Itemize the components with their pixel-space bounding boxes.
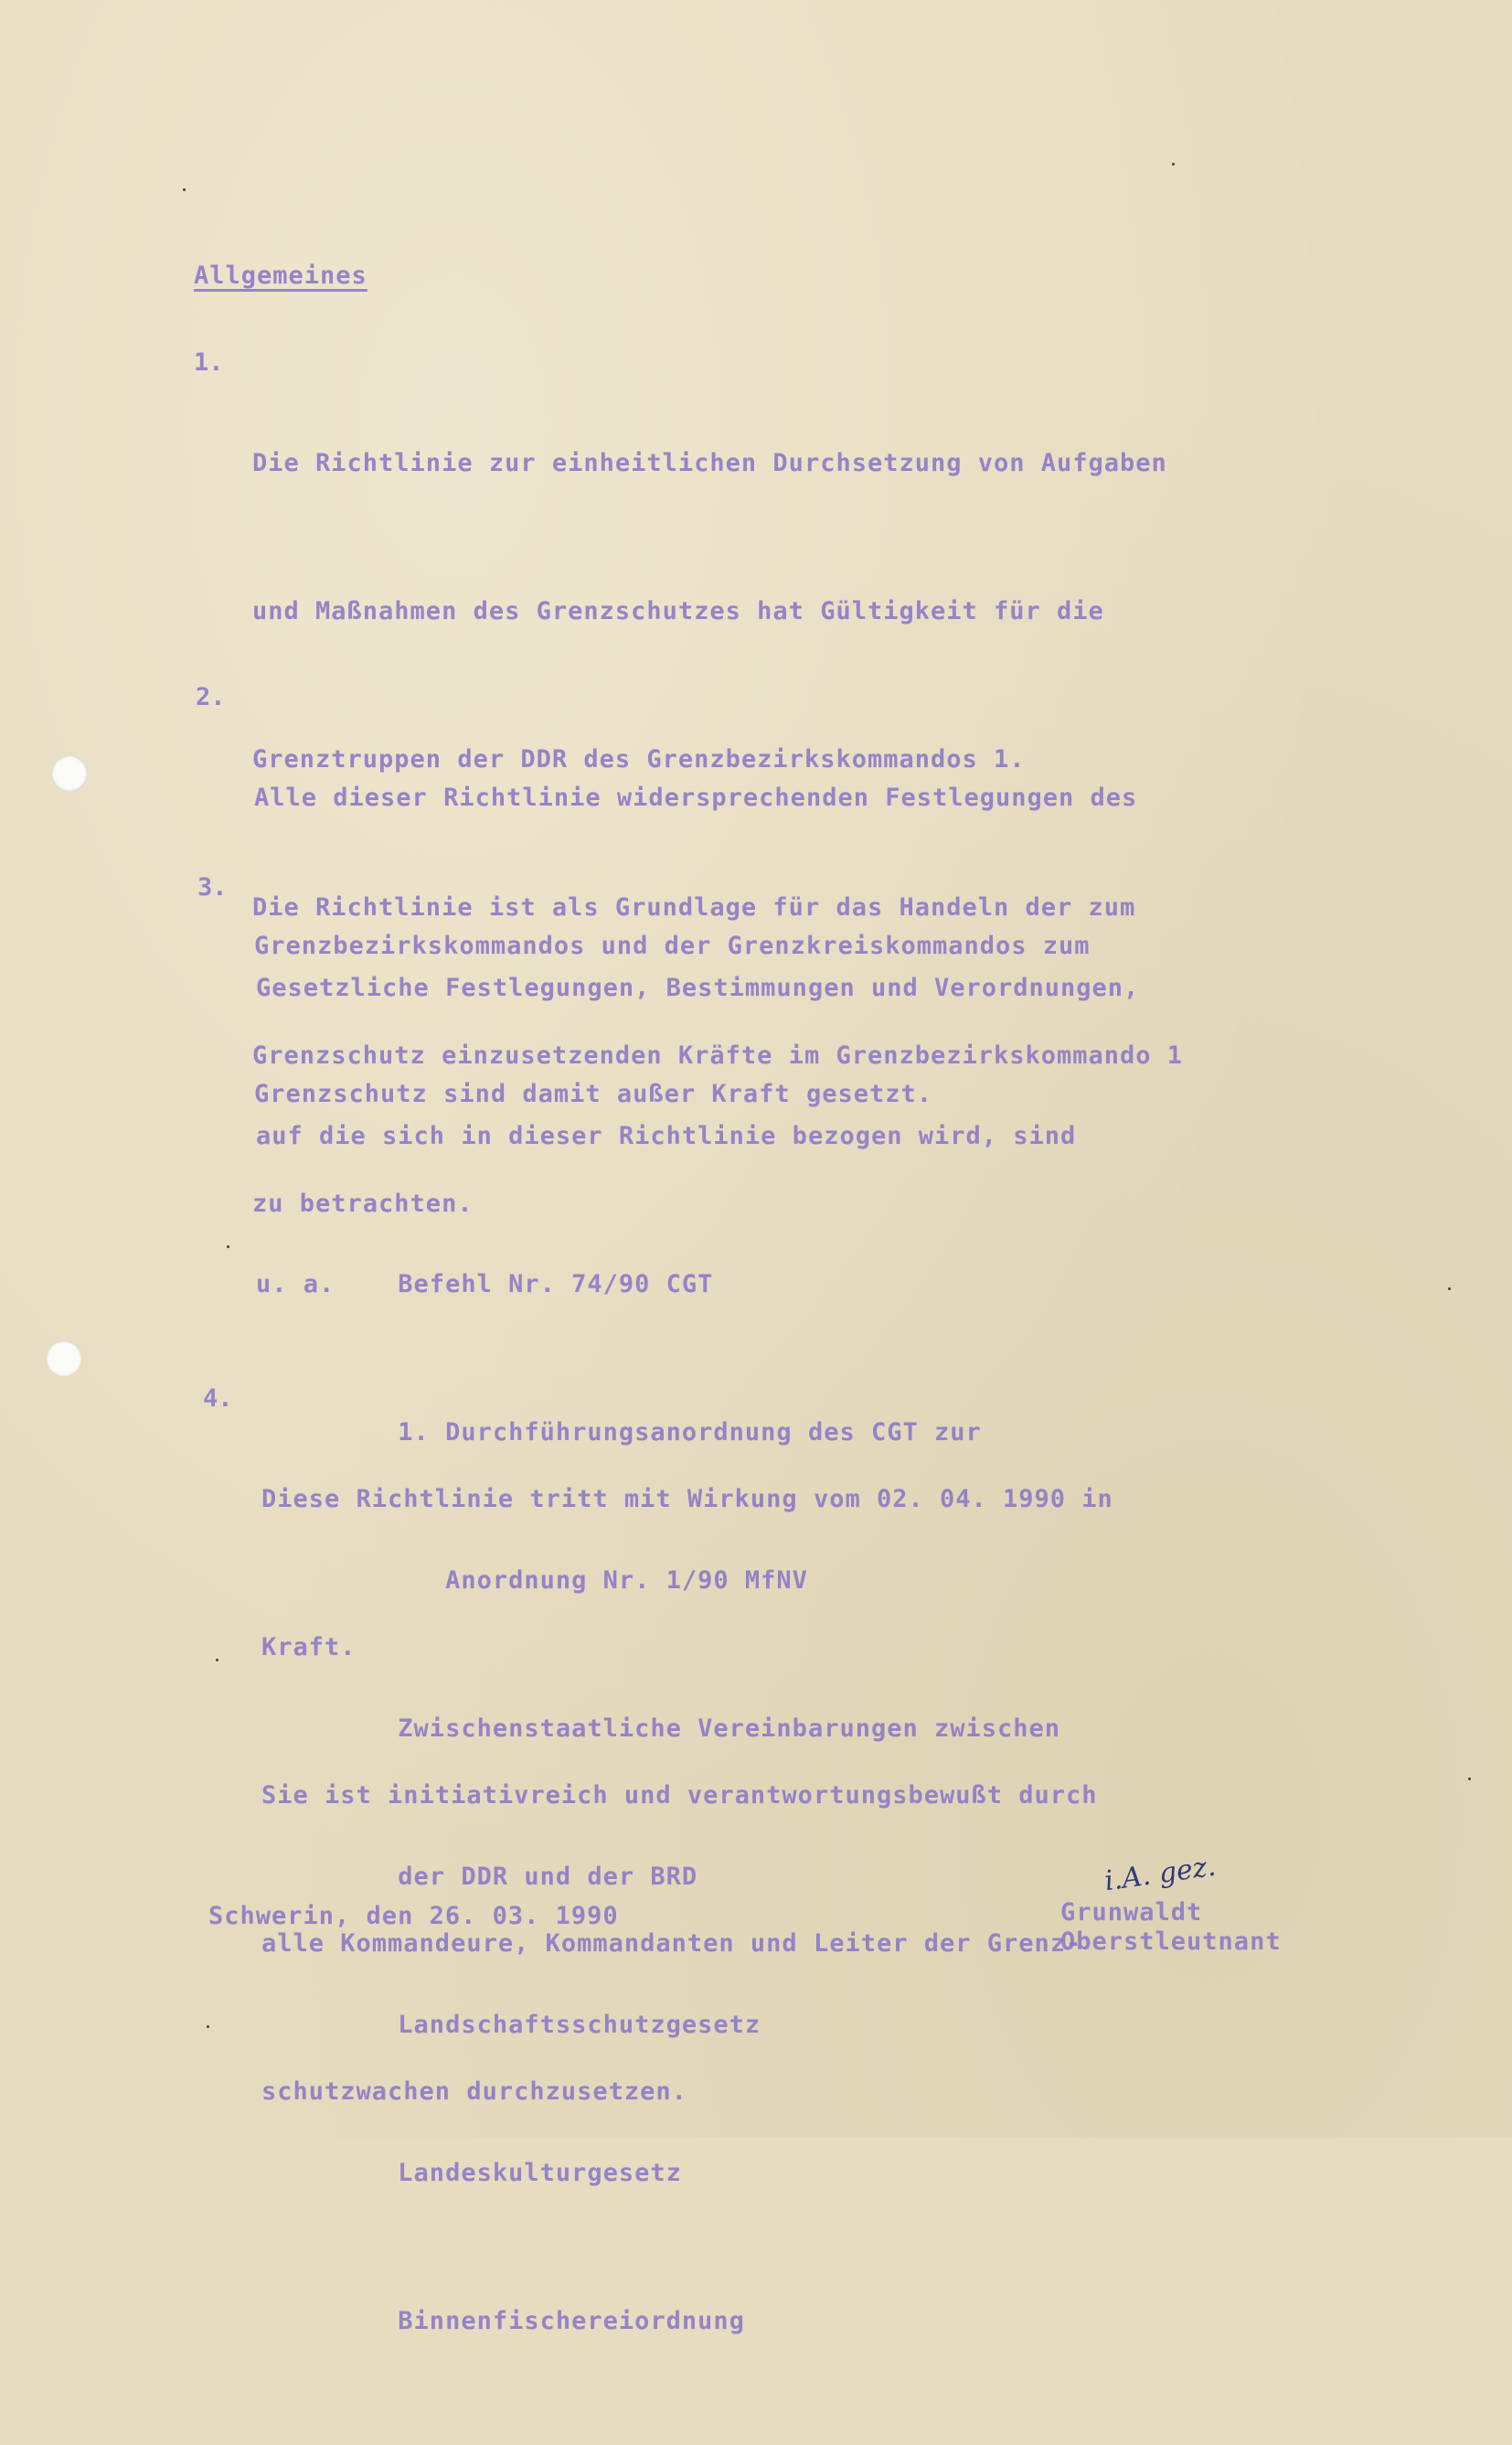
punch-hole xyxy=(46,1340,82,1377)
item-number: 1. xyxy=(194,348,224,377)
paper-speck xyxy=(207,2025,209,2028)
paper-speck xyxy=(227,1245,229,1248)
paper-speck xyxy=(1172,163,1175,165)
paragraph-line: Grenzschutz einzusetzenden Kräfte im Grenzbezirkskommando 1 xyxy=(252,1041,1184,1070)
paragraph-line: auf die sich in dieser Richtlinie bezogen wird, sind xyxy=(256,1122,1077,1150)
item-number: 4. xyxy=(203,1384,233,1413)
paragraph-line: Landschaftsschutzgesetz xyxy=(256,2011,761,2039)
paragraph-4 xyxy=(261,1376,1113,2215)
paragraph-line: und Maßnahmen des Grenzschutzes hat Gültigkeit für die xyxy=(252,597,1104,625)
paragraph-line: 1. Durchführungsanordnung des CGT zur xyxy=(256,1418,982,1447)
paragraph-line: Anordnung Nr. 1/90 MfNV xyxy=(256,1566,808,1595)
paragraph-line: u. a. Befehl Nr. 74/90 CGT xyxy=(256,1270,714,1298)
handwritten-annotation: i.A. gez. xyxy=(1102,1850,1219,1898)
item-number: 2. xyxy=(196,683,226,711)
section-heading: Allgemeines xyxy=(194,262,367,290)
paragraph-line: zu betrachten. xyxy=(252,1190,474,1218)
paragraph-line: Die Richtlinie zur einheitlichen Durchsetzung von Aufgaben xyxy=(252,449,1167,477)
punch-hole xyxy=(51,755,88,792)
signer-name: Grunwaldt xyxy=(1060,1898,1203,1927)
paragraph-line: Alle dieser Richtlinie widersprechenden Festlegungen des xyxy=(254,784,1138,812)
paragraph-line: Binnenfischereiordnung xyxy=(256,2307,745,2335)
paper-speck xyxy=(216,1659,218,1661)
paper-speck xyxy=(1448,1287,1451,1290)
place-date: Schwerin, den 26. 03. 1990 xyxy=(208,1902,619,1930)
paper-speck xyxy=(183,188,186,191)
paragraph-line: schutzwachen durchzusetzen. xyxy=(261,2077,687,2106)
paragraph-line: Grenztruppen der DDR des Grenzbezirkskommandos 1. xyxy=(252,745,1026,774)
paragraph-line: Diese Richtlinie tritt mit Wirkung vom 02. 04. 1990 in xyxy=(261,1485,1113,1513)
paragraph-line: Sie ist initiativreich und verantwortungsbewußt durch xyxy=(261,1781,1098,1810)
item-number: 3. xyxy=(197,873,228,902)
paragraph-line: Landeskulturgesetz xyxy=(256,2159,682,2187)
paragraph-line: alle Kommandeure, Kommandanten und Leiter der Grenz- xyxy=(261,1929,1082,1958)
paragraph-line: Kraft. xyxy=(261,1633,357,1661)
signer-rank: Oberstleutnant xyxy=(1060,1927,1282,1956)
paper-speck xyxy=(1468,1778,1471,1780)
paragraph-line: der DDR und der BRD xyxy=(256,1863,698,1891)
paragraph-line: Die Richtlinie ist als Grundlage für das Handeln der zum xyxy=(252,893,1136,922)
paragraph-line: Grenzbezirkskommandos und der Grenzkreiskommandos zum xyxy=(254,932,1091,960)
paragraph-line: Zwischenstaatliche Vereinbarungen zwischen xyxy=(256,1714,1061,1743)
paragraph-line: Gesetzliche Festlegungen, Bestimmungen und Verordnungen, xyxy=(256,974,1140,1002)
paragraph-line: Grenzschutz sind damit außer Kraft gesetzt. xyxy=(254,1080,932,1108)
